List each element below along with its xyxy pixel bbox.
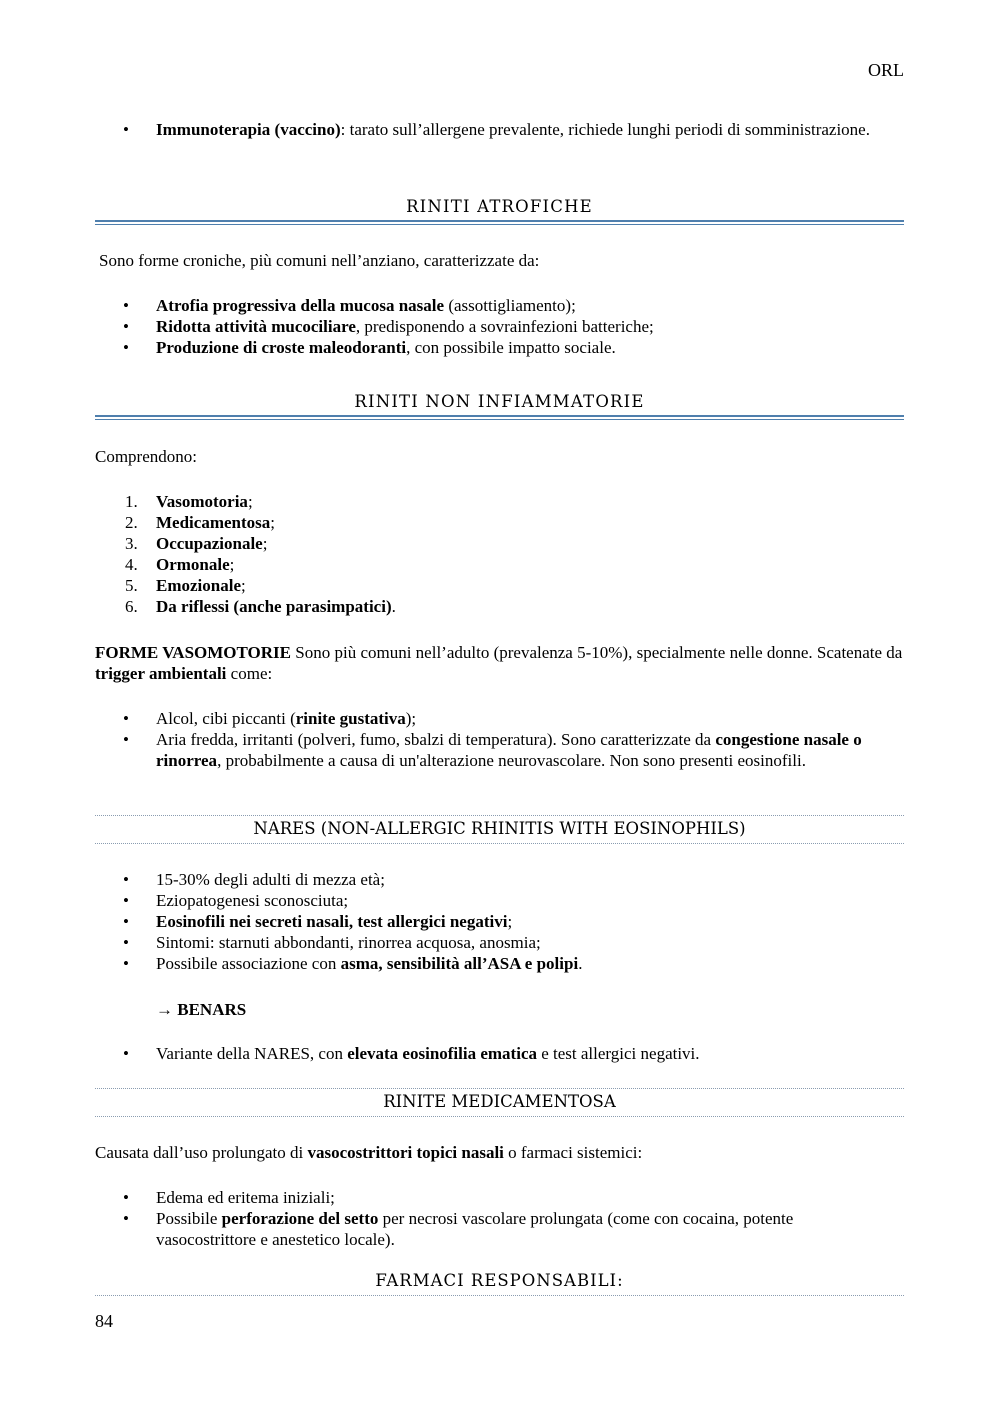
list-item: 2. Medicamentosa; — [125, 513, 275, 532]
atrofiche-intro: Sono forme croniche, più comuni nell’anziano, caratterizzate da: — [99, 251, 540, 270]
non-infiammatorie-intro: Comprendono: — [95, 447, 197, 466]
page-number: 84 — [95, 1311, 113, 1331]
intro-list — [95, 119, 904, 140]
list-item: • Edema ed eritema iniziali; — [95, 1187, 895, 1208]
arrow-right-icon: → — [156, 1000, 173, 1019]
section-heading-nares: NARES (NON-ALLERGIC RHINITIS WITH EOSINOPHILS) — [95, 815, 904, 844]
section-heading-farmaci: FARMACI RESPONSABILI: — [95, 1268, 904, 1296]
list-item: • Immunoterapia (vaccino): tarato sull’allergene prevalente, richiede lunghi periodi di somministrazione. — [95, 119, 904, 140]
medicamentosa-intro: Causata dall’uso prolungato di vasocostrittori topici nasali o farmaci sistemici: — [95, 1143, 643, 1162]
list-item: • Eosinofili nei secreti nasali, test allergici negativi; — [95, 911, 904, 932]
list-item: 1. Vasomotoria; — [125, 492, 253, 511]
list-item: 5. Emozionale; — [125, 576, 246, 595]
triggers-list — [95, 708, 895, 771]
page-header: ORL — [868, 60, 904, 80]
list-item: • Eziopatogenesi sconosciuta; — [95, 890, 904, 911]
list-item: • Aria fredda, irritanti (polveri, fumo, sbalzi di temperatura). Sono caratterizzate da congestione nasale o rinorrea, probabilmente a causa di un'alterazione neurovascolare. Non sono presenti eosinofili. — [95, 729, 895, 771]
list-item: 3. Occupazionale; — [125, 534, 268, 553]
list-item: • Ridotta attività mucociliare, predisponendo a sovrainfezioni batteriche; — [95, 316, 904, 337]
benars-list — [95, 1043, 904, 1064]
non-infiammatorie-list — [95, 491, 904, 617]
list-item: • Possibile associazione con asma, sensibilità all’ASA e polipi. — [95, 953, 904, 974]
section-heading-medicamentosa: RINITE MEDICAMENTOSA — [95, 1088, 904, 1117]
list-item: • Alcol, cibi piccanti (rinite gustativa); — [95, 708, 895, 729]
list-item: • Possibile perforazione del setto per necrosi vascolare prolungata (come con cocaina, potente vasocostrittore e anestetico locale). — [95, 1208, 895, 1250]
nares-list — [95, 869, 904, 974]
atrofiche-list — [95, 295, 904, 358]
list-item: • Produzione di croste maleodoranti, con possibile impatto sociale. — [95, 337, 904, 358]
medicamentosa-list — [95, 1187, 895, 1250]
list-item: • Sintomi: starnuti abbondanti, rinorrea acquosa, anosmia; — [95, 932, 904, 953]
vasomotorie-paragraph: FORME VASOMOTORIE Sono più comuni nell’adulto (prevalenza 5-10%), specialmente nelle donne. Scatenate da trigger ambientali come: — [95, 643, 903, 683]
section-heading-atrofiche: RINITI ATROFICHE — [95, 196, 904, 217]
list-item: 4. Ormonale; — [125, 555, 235, 574]
list-item: • 15-30% degli adulti di mezza età; — [95, 869, 904, 890]
list-item: • Variante della NARES, con elevata eosinofilia ematica e test allergici negativi. — [95, 1043, 904, 1064]
section-heading-non-infiammatorie: RINITI NON INFIAMMATORIE — [95, 391, 904, 412]
list-item: 6. Da riflessi (anche parasimpatici). — [125, 597, 396, 616]
list-item: • Atrofia progressiva della mucosa nasale (assottigliamento); — [95, 295, 904, 316]
benars-subheading: → BENARS — [156, 1000, 247, 1019]
